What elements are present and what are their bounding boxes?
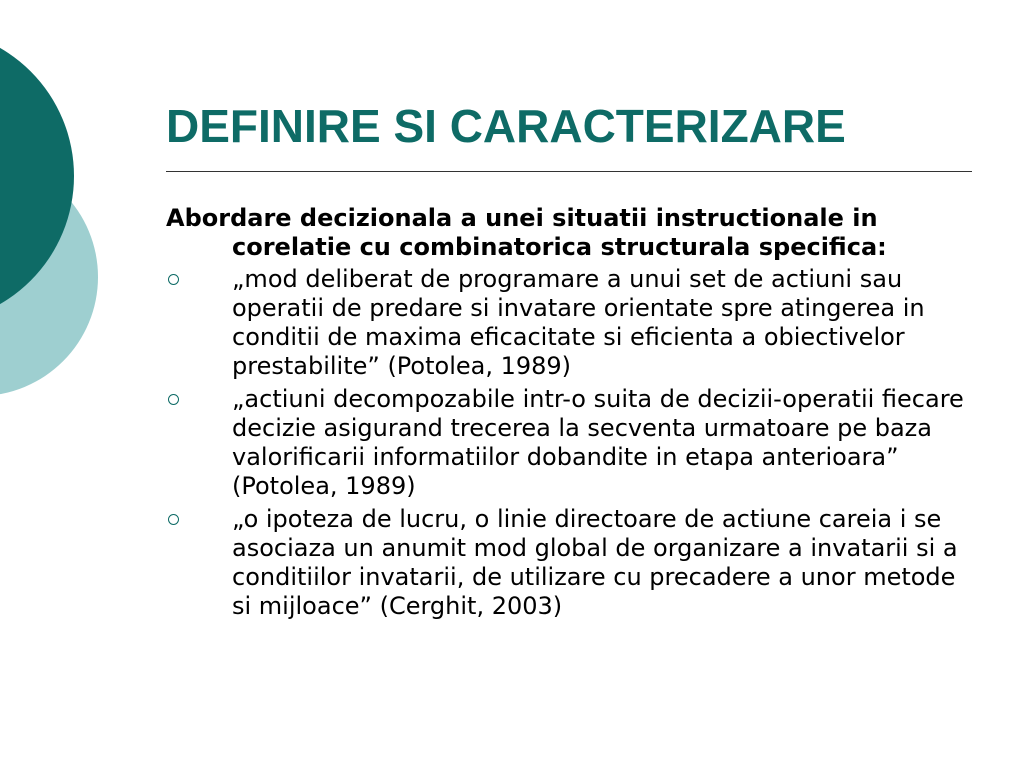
bullet-item <box>166 265 976 381</box>
intro-text: Abordare decizionala a unei situatii instructionale in corelatie cu combinatorica structurala specifica: <box>166 204 887 261</box>
bullet-item <box>166 505 976 621</box>
bullet-text: „mod deliberat de programare a unui set de actiuni sau operatii de predare si invatare orientate spre atingerea in conditii de maxima eficacitate si eficienta a obiectivelor prestabilite” (Potolea, 1989) <box>232 265 925 380</box>
slide-body <box>166 204 976 625</box>
slide-title: DEFINIRE SI CARACTERIZARE <box>166 100 846 152</box>
bullet-text: „actiuni decompozabile intr-o suita de decizii-operatii fiecare decizie asigurand trecerea la secventa urmatoare pe baza valorificarii informatiilor dobandite in etapa anterioara” (Potolea, 1989) <box>232 385 964 500</box>
hollow-circle-bullet-icon <box>168 394 179 405</box>
bullet-item <box>166 385 976 501</box>
bullet-list <box>166 265 976 621</box>
bullet-text: „o ipoteza de lucru, o linie directoare de actiune careia i se asociaza un anumit mod global de organizare a invatarii si a conditiilor invatarii, de utilizare cu precadere a unor metode si mijloace” (Cerghit, 2003) <box>232 505 958 620</box>
hollow-circle-bullet-icon <box>168 274 179 285</box>
title-divider <box>166 171 972 172</box>
hollow-circle-bullet-icon <box>168 514 179 525</box>
